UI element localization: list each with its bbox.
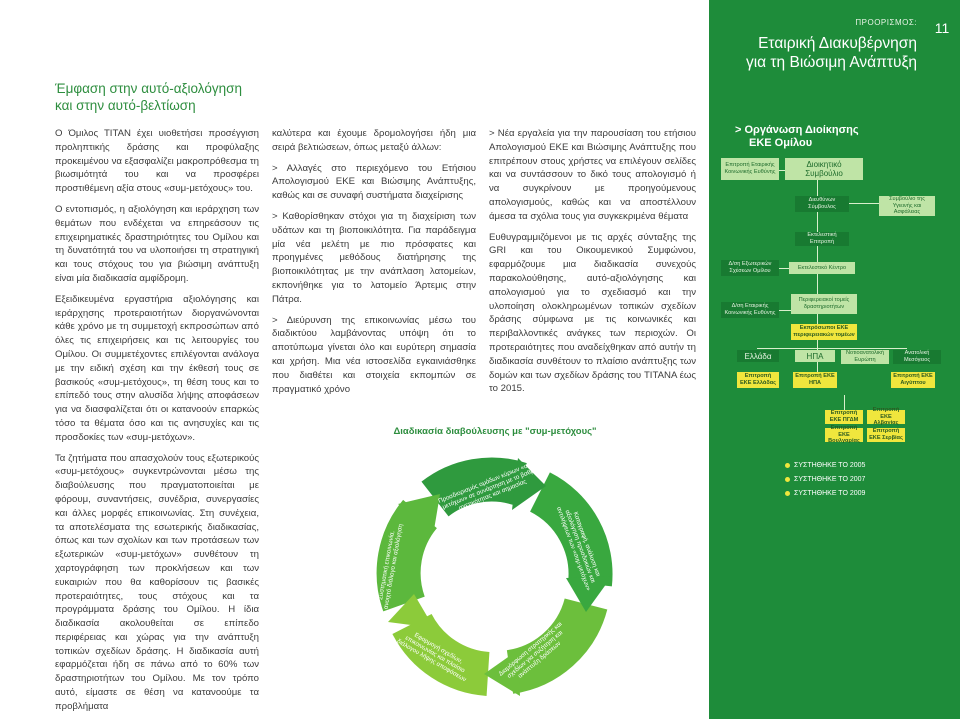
org-heading-line-2: ΕΚΕ Ομίλου xyxy=(749,137,813,149)
org-box-csr-serbia: Επιτροπή ΕΚΕ Σερβίας xyxy=(867,428,905,442)
org-box-usa: ΗΠΑ xyxy=(795,350,835,362)
org-box-east-med: Ανατολική Μεσόγειος xyxy=(893,350,941,364)
cycle-step-5: Συστηματική επικοινωνία, ανοιχτό διάλογο και αξιολόγηση xyxy=(377,523,405,610)
legend-label: ΣΥΣΤΗΘΗΚΕ ΤΟ 2009 xyxy=(794,490,866,497)
org-box-health-safety: Συμβούλιο της Υγιεινής και Ασφάλειας xyxy=(879,196,935,216)
cycle-step-2: Καταγραφή, ανάλυση και αξιολόγηση προσδοκιών και αντιλήψεων των «συμ-μετόχων» xyxy=(554,506,602,592)
col2-bullet-3: > Διεύρυνση της επικοινωνίας μέσω του διαδικτύου λαμβάνοντας υπόψη ότι το αποτύπωμα γίνεται όλο και ευρύτερη σημασία και χρήση. Μια νέα ιστοσελίδα εγκαινιάσθηκε που διαθέτει και στοιχεία εκπομπών σε πραγματικό χρόνο xyxy=(272,314,476,395)
cycle-title: Διαδικασία διαβούλευσης με "συμ-μετόχους" xyxy=(393,426,597,437)
org-box-board: Διοικητικό Συμβούλιο xyxy=(785,158,863,180)
heading-line-1: Έμφαση στην αυτό-αξιολόγηση xyxy=(55,81,242,96)
org-box-csr-greece: Επιτροπή ΕΚΕ Ελλάδας xyxy=(737,372,779,388)
org-box-csr-albania: Επιτροπή ΕΚΕ Αλβανίας xyxy=(867,410,905,424)
consultation-cycle-diagram xyxy=(360,444,630,716)
org-box-ext-relations: Δ/ση Εξωτερικών Σχέσεων Ομίλου xyxy=(721,260,779,276)
heading-line-2: και στην αυτό-βελτίωση xyxy=(55,98,196,113)
page-number: 11 xyxy=(934,20,950,36)
page-heading xyxy=(55,80,285,114)
section-title-line-2: για τη Βιώσιμη Ανάπτυξη xyxy=(745,54,917,71)
org-heading-line-1: > Οργάνωση Διοίκησης xyxy=(735,124,859,136)
legend-item-2007 xyxy=(785,476,865,483)
org-box-csr-committee: Επιτροπή Εταιρικής Κοινωνικής Ευθύνης xyxy=(721,158,779,180)
header-supertitle: ΠΡΟΟΡΙΣΜΟΣ: xyxy=(855,18,917,27)
org-box-greece: Ελλάδα xyxy=(737,350,779,362)
org-box-ceo: Διευθύνων Σύμβουλος xyxy=(795,196,849,212)
section-title xyxy=(709,34,917,72)
legend-item-2009 xyxy=(785,490,865,497)
column-3 xyxy=(489,127,696,403)
org-chart-heading xyxy=(735,124,935,150)
org-connector-regions xyxy=(757,348,907,349)
column-1 xyxy=(55,127,259,721)
org-box-csr-egypt: Επιτροπή ΕΚΕ Αιγύπτου xyxy=(891,372,935,388)
col1-paragraph-3: Εξειδικευμένα εργαστήρια αξιολόγησης και ιεράρχησης προτεραιοτήτων διοργανώνονται κάθε χρόνο με τη συμμετοχή εκπροσώπων από όλες τις επιχειρήσεις και τις λειτουργίες του Ομίλου. Οι συμμετέχοντες επιλέγονται ανάλογα με την ειδική σχέση και την έκθεσή τους σε βασικούς «συμ-μετόχους», τη θέση τους και το επίπεδό τους στην αλυσίδα λήψης αποφάσεων για να διασφαλίζεται ότι οι κατανοούν επαρκώς τόσο τα θέματα όσο και τις ανησυχίες και τις προσδοκίες των «συμ-μετόχων». xyxy=(55,293,259,443)
org-box-csr-dept: Δ/ση Εταιρικής Κοινωνικής Ευθύνης xyxy=(721,302,779,318)
col2-paragraph-1: καλύτερα και έχουμε δρομολογήσει ήδη μια σειρά βελτιώσεων, όπως μεταξύ άλλων: xyxy=(272,128,476,153)
org-box-exec-center: Εκτελεστικό Κέντρο xyxy=(789,262,855,274)
col2-bullet-1: > Αλλαγές στο περιεχόμενο του Ετήσιου Απολογισμού ΕΚΕ και Βιώσιμης Ανάπτυξης, καθώς και σε συναφή συστήματα διαχείρισης xyxy=(272,162,476,202)
col3-bullet-1: > Νέα εργαλεία για την παρουσίαση του ετήσιου Απολογισμού ΕΚΕ και Βιώσιμης Ανάπτυξης που επιτρέπουν στους χρήστες να επιλέγουν σελίδες και να συντάσσουν το δικό τους απολογισμό ή να συγκρίνουν με προηγούμενους απολογισμούς, καθώς και να αποστέλλουν άμεσα τα σχόλια τους για συγκεκριμένα θέματα xyxy=(489,128,696,222)
bullet-icon xyxy=(785,491,790,496)
org-box-csr-reps: Εκπρόσωποι ΕΚΕ περιφερειακών τομέων xyxy=(791,324,857,340)
org-box-se-europe: Νοτιοανατολική Ευρώπη xyxy=(841,350,889,364)
legend-label: ΣΥΣΤΗΘΗΚΕ ΤΟ 2005 xyxy=(794,462,866,469)
org-box-csr-usa: Επιτροπή ΕΚΕ ΗΠΑ xyxy=(793,372,837,388)
bullet-icon xyxy=(785,463,790,468)
org-box-csr-bulgaria: Επιτροπή ΕΚΕ Βουλγαρίας xyxy=(825,428,863,442)
col1-paragraph-2: Ο εντοπισμός, η αξιολόγηση και ιεράρχηση των θεμάτων που ενδέχεται να επηρεάσουν τις επιχειρηματικές δραστηριότητες του Ομίλου και τη δυνατότητά του να υλοποιήσει τη στρατηγική και τους στόχους του για βιώσιμη ανάπτυξη είναι μία διαδικασία αμφίδρομη. xyxy=(55,203,259,284)
column-2 xyxy=(272,127,476,403)
legend-item-2005 xyxy=(785,462,865,469)
org-box-csr-fyrom: Επιτροπή ΕΚΕ ΠΓΔΜ xyxy=(825,410,863,424)
bullet-icon xyxy=(785,477,790,482)
governance-side-panel xyxy=(709,0,960,719)
col1-paragraph-4: Τα ζητήματα που απασχολούν τους εξωτερικούς «συμ-μετόχους» συγκεντρώνονται μέσω της διαβούλευσης που πραγματοποιείται με φόρουμ, συναντήσεις, συνέδρια, συνεργασίες και άλλες μορφές επικοινωνίας. Στη συνέχεια, τα αποτελέσματα της εσωτερικής διαδικασίας, όπως και των σχολίων και των προτάσεων των εξωτερικών «συμ-μετόχων» συνθέτουν τη χαρτογράφηση των προκλήσεων και των ευκαιριών που θα καθορίσουν τις βασικές προτεραιότητες, τους στόχους και τα προγράμματα δράσης του Ομίλου. Η ίδια διαδικασία ακολουθείται σε επίπεδο περιφέρειας και χώρας για την ανάπτυξη τοπικών σχεδίων δράσης. Η διαδικασία αυτή εφαρμόζεται ήδη σε πάνω από το 60% των δραστηριοτήτων του Ομίλου. Με τον τρόπο αυτό, είμαστε σε θέση να κατανοούμε τα προβλήματα xyxy=(55,452,259,712)
legend-label: ΣΥΣΤΗΘΗΚΕ ΤΟ 2007 xyxy=(794,476,866,483)
col1-paragraph-1: Ο Όμιλος ΤΙΤΑΝ έχει υιοθετήσει προσέγγιση προληπτικής δράσης και προφύλαξης προκειμένου να εξασφαλίζει μακροπρόθεσμα τη βιωσιμότητά του και να προσφέρει προστιθέμενη αξία στους «συμ-μετόχους» του. xyxy=(55,128,259,195)
org-box-exec-committee: Εκτελεστική Επιτροπή xyxy=(795,232,849,246)
section-title-line-1: Εταιρική Διακυβέρνηση xyxy=(758,35,917,52)
col2-bullet-2: > Καθορίσθηκαν στόχοι για τη διαχείριση των υδάτων και τη βιοποικιλότητα. Για παράδειγμα μία νέα μελέτη με πιο πρόσφατες και προηγμένες μεθόδους διατήρησης της βιοποικιλότητας με την ανάπλαση λατομείων, εκπονήθηκε για το λατομείο Άρτεμις στην Πάτρα. xyxy=(272,210,476,305)
col3-paragraph-2: Ευθυγραμμιζόμενοι με τις αρχές σύνταξης της GRI και του Οικουμενικού Συμφώνου, εφαρμόζουμε μια διαδικασία συνεχούς παρακολούθησης, αυτό-αξιολόγησης και απολογισμού για το σχεδιασμό και την υλοποίηση ολοκληρωμένων τοπικών σχεδίων δράσης σύμφωνα με τις κοινωνικές και περιβαλλοντικές ανάγκες των περιοχών. Οι προτεραιότητες που αναδείχθηκαν από αυτήν τη διαδικασία συνθέτουν το πλαίσιο ανάπτυξης των δομών και των σχεδίων δράσης του TITANA έως το 2015. xyxy=(489,231,696,395)
cycle-step-3: Διαμόρφωση στρατηγικής και σχεδίων για συζήτηση και ανάπτυξη δράσεων xyxy=(497,620,565,680)
org-box-regional: Περιφερειακοί τομείς δραστηριοτήτων xyxy=(791,294,857,314)
cycle-step-1: Προσδιορισμός ομάδων κύριων «συμ-μετόχων» σε συνάρτηση με το βαθμό σχετικότητας και σημασίας xyxy=(437,459,539,512)
cycle-step-4: Εφαρμογή σχεδίων, επικοινωνίας και πλαίσιο διάλογου λήψης αποφάσεων xyxy=(395,631,468,684)
